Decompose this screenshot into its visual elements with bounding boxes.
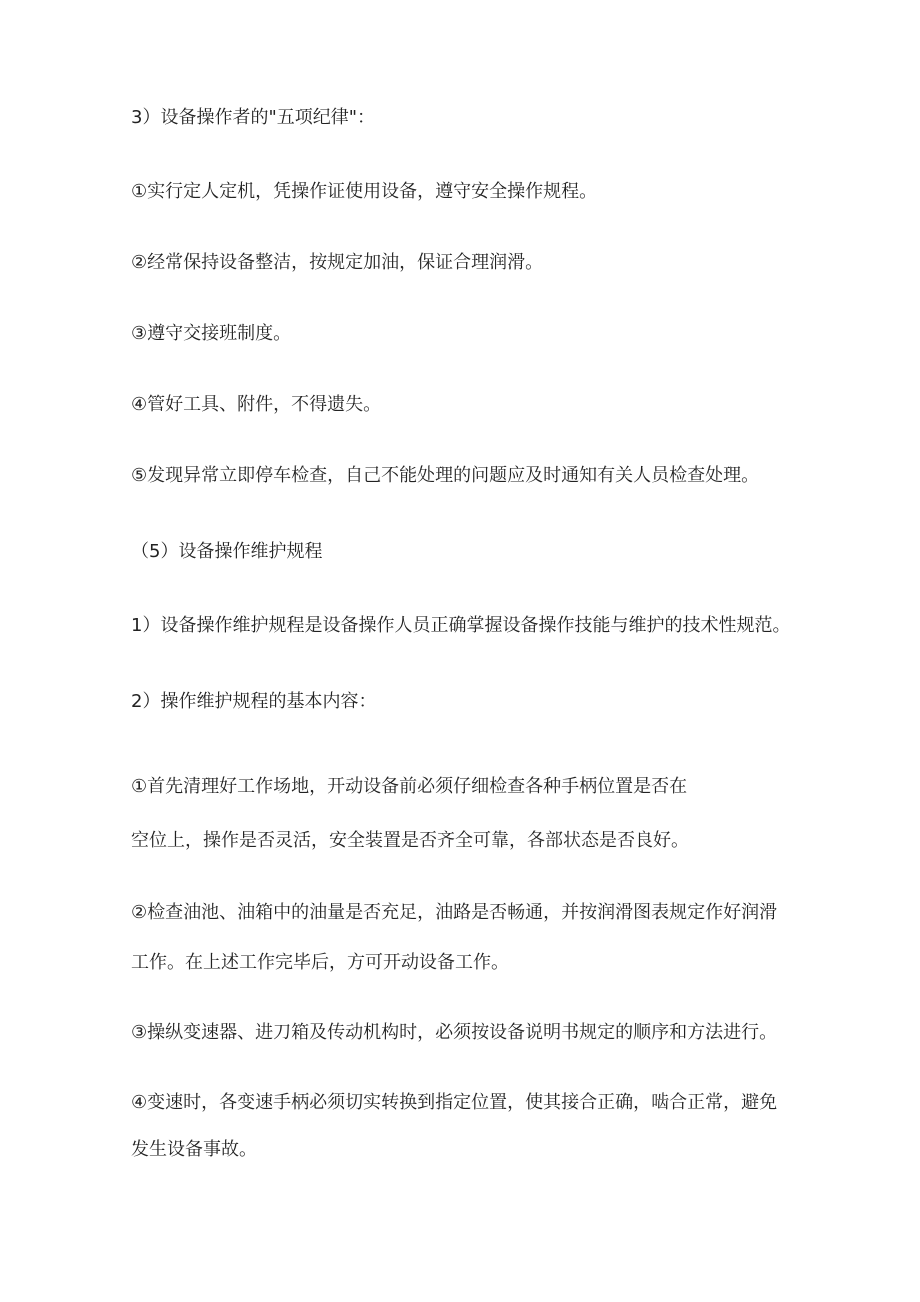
procedure-item-1-line-1: ①首先清理好工作场地，开动设备前必须仔细检查各种手柄位置是否在: [131, 776, 688, 797]
discipline-item-5: ⑤发现异常立即停车检查，自己不能处理的问题应及时通知有关人员检查处理。: [131, 465, 760, 486]
discipline-item-2: ②经常保持设备整洁，按规定加油，保证合理润滑。: [131, 252, 544, 273]
procedure-item-3: ③操纵变速器、进刀箱及传动机构时，必须按设备说明书规定的顺序和方法进行。: [131, 1022, 778, 1043]
procedure-item-2-line-2: 工作。在上述工作完毕后，方可开动设备工作。: [131, 952, 509, 973]
discipline-item-3: ③遵守交接班制度。: [131, 323, 292, 344]
section-5-heading: （5）设备操作维护规程: [131, 541, 323, 562]
procedure-item-4-line-1: ④变速时，各变速手柄必须切实转换到指定位置，使其接合正确，啮合正常，避免: [131, 1092, 778, 1113]
five-disciplines-heading: 3）设备操作者的"五项纪律"：: [131, 107, 376, 128]
procedure-contents-heading: 2）操作维护规程的基本内容：: [131, 691, 377, 712]
procedure-item-4-line-2: 发生设备事故。: [131, 1139, 257, 1160]
discipline-item-4: ④管好工具、附件，不得遗失。: [131, 394, 382, 415]
discipline-item-1: ①实行定人定机，凭操作证使用设备，遵守安全操作规程。: [131, 181, 598, 202]
procedure-definition: 1）设备操作维护规程是设备操作人员正确掌握设备操作技能与维护的技术性规范。: [131, 615, 791, 636]
procedure-item-2-line-1: ②检查油池、油箱中的油量是否充足，油路是否畅通，并按润滑图表规定作好润滑: [131, 902, 778, 923]
procedure-item-1-line-2: 空位上，操作是否灵活，安全装置是否齐全可靠，各部状态是否良好。: [131, 830, 689, 851]
